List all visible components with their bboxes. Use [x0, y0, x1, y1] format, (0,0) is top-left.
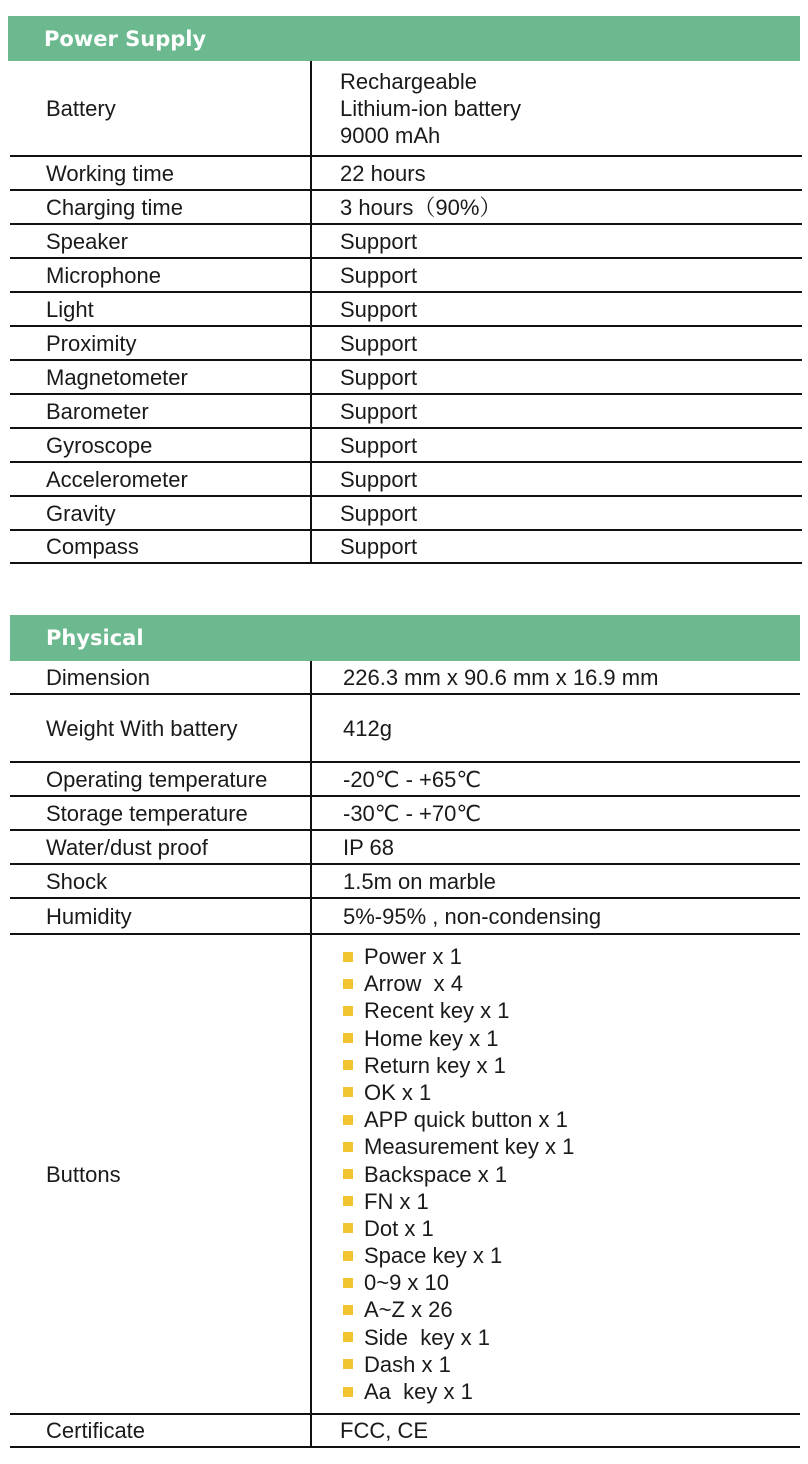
square-bullet-icon	[343, 1115, 353, 1125]
list-item: Home key x 1	[342, 1024, 574, 1051]
row-value: Support	[340, 466, 418, 492]
row-value: Support	[340, 500, 418, 526]
square-bullet-icon	[343, 1087, 353, 1097]
row-value: -20℃ - +65℃	[343, 766, 482, 792]
square-bullet-icon	[343, 1278, 353, 1288]
row-value: Support	[340, 228, 418, 254]
row-value: 1.5m on marble	[343, 868, 496, 894]
row-label: Certificate	[46, 1418, 146, 1443]
power-supply-table	[10, 61, 802, 564]
row-value: FCC, CE	[340, 1418, 428, 1443]
table-row	[10, 1415, 800, 1448]
row-label: Shock	[46, 868, 108, 894]
row-label: Light	[46, 296, 94, 322]
row-label: Water/dust proof	[46, 834, 208, 860]
row-label: Compass	[46, 534, 139, 559]
row-label: Dimension	[46, 664, 150, 690]
square-bullet-icon	[343, 952, 353, 962]
list-item: Space key x 1	[342, 1242, 574, 1269]
list-item: Measurement key x 1	[342, 1133, 574, 1160]
table-row	[10, 899, 800, 935]
row-value	[342, 935, 574, 1413]
row-label: Storage temperature	[46, 800, 248, 826]
physical-title: Physical	[46, 626, 144, 650]
table-row	[10, 531, 802, 564]
table-row	[10, 293, 802, 327]
table-row	[10, 497, 802, 531]
row-value: Support	[340, 398, 418, 424]
power-supply-header	[8, 16, 800, 61]
row-label: Gyroscope	[46, 432, 153, 458]
square-bullet-icon	[343, 1359, 353, 1369]
table-row	[10, 865, 800, 899]
table-row	[10, 695, 800, 763]
square-bullet-icon	[343, 1251, 353, 1261]
row-value	[340, 61, 521, 155]
row-label: Weight With battery	[46, 715, 238, 741]
table-row	[10, 395, 802, 429]
row-value: Support	[340, 432, 418, 458]
row-label: Gravity	[46, 500, 116, 526]
list-item: 0~9 x 10	[342, 1269, 574, 1296]
table-row	[10, 763, 800, 797]
row-value: 5%-95% , non-condensing	[343, 903, 602, 929]
row-label: Charging time	[46, 194, 183, 220]
square-bullet-icon	[343, 1305, 353, 1315]
square-bullet-icon	[343, 1387, 353, 1397]
list-item: Side key x 1	[342, 1324, 574, 1351]
table-row	[10, 797, 800, 831]
square-bullet-icon	[343, 1033, 353, 1043]
table-row	[10, 259, 802, 293]
row-value: Support	[340, 364, 418, 390]
square-bullet-icon	[343, 1196, 353, 1206]
row-value: IP 68	[343, 834, 394, 860]
list-item: A~Z x 26	[342, 1296, 574, 1323]
table-row	[10, 429, 802, 463]
square-bullet-icon	[343, 1006, 353, 1016]
table-row	[10, 463, 802, 497]
list-item: FN x 1	[342, 1188, 574, 1215]
row-label: Speaker	[46, 228, 128, 254]
square-bullet-icon	[343, 1223, 353, 1233]
physical-header	[10, 615, 800, 661]
row-label: Barometer	[46, 398, 149, 424]
list-item: Arrow x 4	[342, 970, 574, 997]
row-label: Magnetometer	[46, 364, 188, 390]
table-row	[10, 157, 802, 191]
row-label: Humidity	[46, 903, 132, 929]
row-value: -30℃ - +70℃	[343, 800, 482, 826]
list-item: Return key x 1	[342, 1052, 574, 1079]
list-item: Backspace x 1	[342, 1160, 574, 1187]
row-value: Support	[340, 330, 418, 356]
row-value: 226.3 mm x 90.6 mm x 16.9 mm	[343, 664, 659, 690]
square-bullet-icon	[343, 1169, 353, 1179]
square-bullet-icon	[343, 979, 353, 989]
power-supply-title: Power Supply	[44, 26, 207, 51]
value-line: 9000 mAh	[340, 122, 441, 148]
square-bullet-icon	[343, 1142, 353, 1152]
list-item: Recent key x 1	[342, 997, 574, 1024]
table-row	[10, 191, 802, 225]
row-label: Battery	[46, 95, 116, 121]
row-label: Accelerometer	[46, 466, 188, 492]
table-row	[10, 661, 800, 695]
value-line: Lithium-ion battery	[340, 95, 521, 121]
row-value: 412g	[343, 715, 392, 741]
row-value: 22 hours	[340, 160, 426, 186]
list-item: Aa key x 1	[342, 1378, 574, 1405]
list-item: Dash x 1	[342, 1351, 574, 1378]
row-label: Working time	[46, 160, 174, 186]
button-list	[342, 943, 574, 1405]
physical-table	[10, 661, 800, 1448]
table-row	[10, 361, 802, 395]
list-item: APP quick button x 1	[342, 1106, 574, 1133]
row-label: Buttons	[46, 1161, 121, 1187]
list-item: OK x 1	[342, 1079, 574, 1106]
list-item: Dot x 1	[342, 1215, 574, 1242]
row-label: Operating temperature	[46, 766, 268, 792]
table-row	[10, 225, 802, 259]
row-value: Support	[340, 534, 418, 559]
table-row	[10, 327, 802, 361]
table-row	[10, 831, 800, 865]
value-line: Rechargeable	[340, 68, 477, 94]
row-label: Proximity	[46, 330, 137, 356]
table-row-battery	[10, 61, 802, 157]
table-row-buttons	[10, 935, 800, 1415]
square-bullet-icon	[343, 1332, 353, 1342]
row-value: Support	[340, 262, 418, 288]
row-value: 3 hours（90%）	[340, 194, 502, 220]
row-label: Microphone	[46, 262, 161, 288]
square-bullet-icon	[343, 1060, 353, 1070]
row-value: Support	[340, 296, 418, 322]
list-item: Power x 1	[342, 943, 574, 970]
